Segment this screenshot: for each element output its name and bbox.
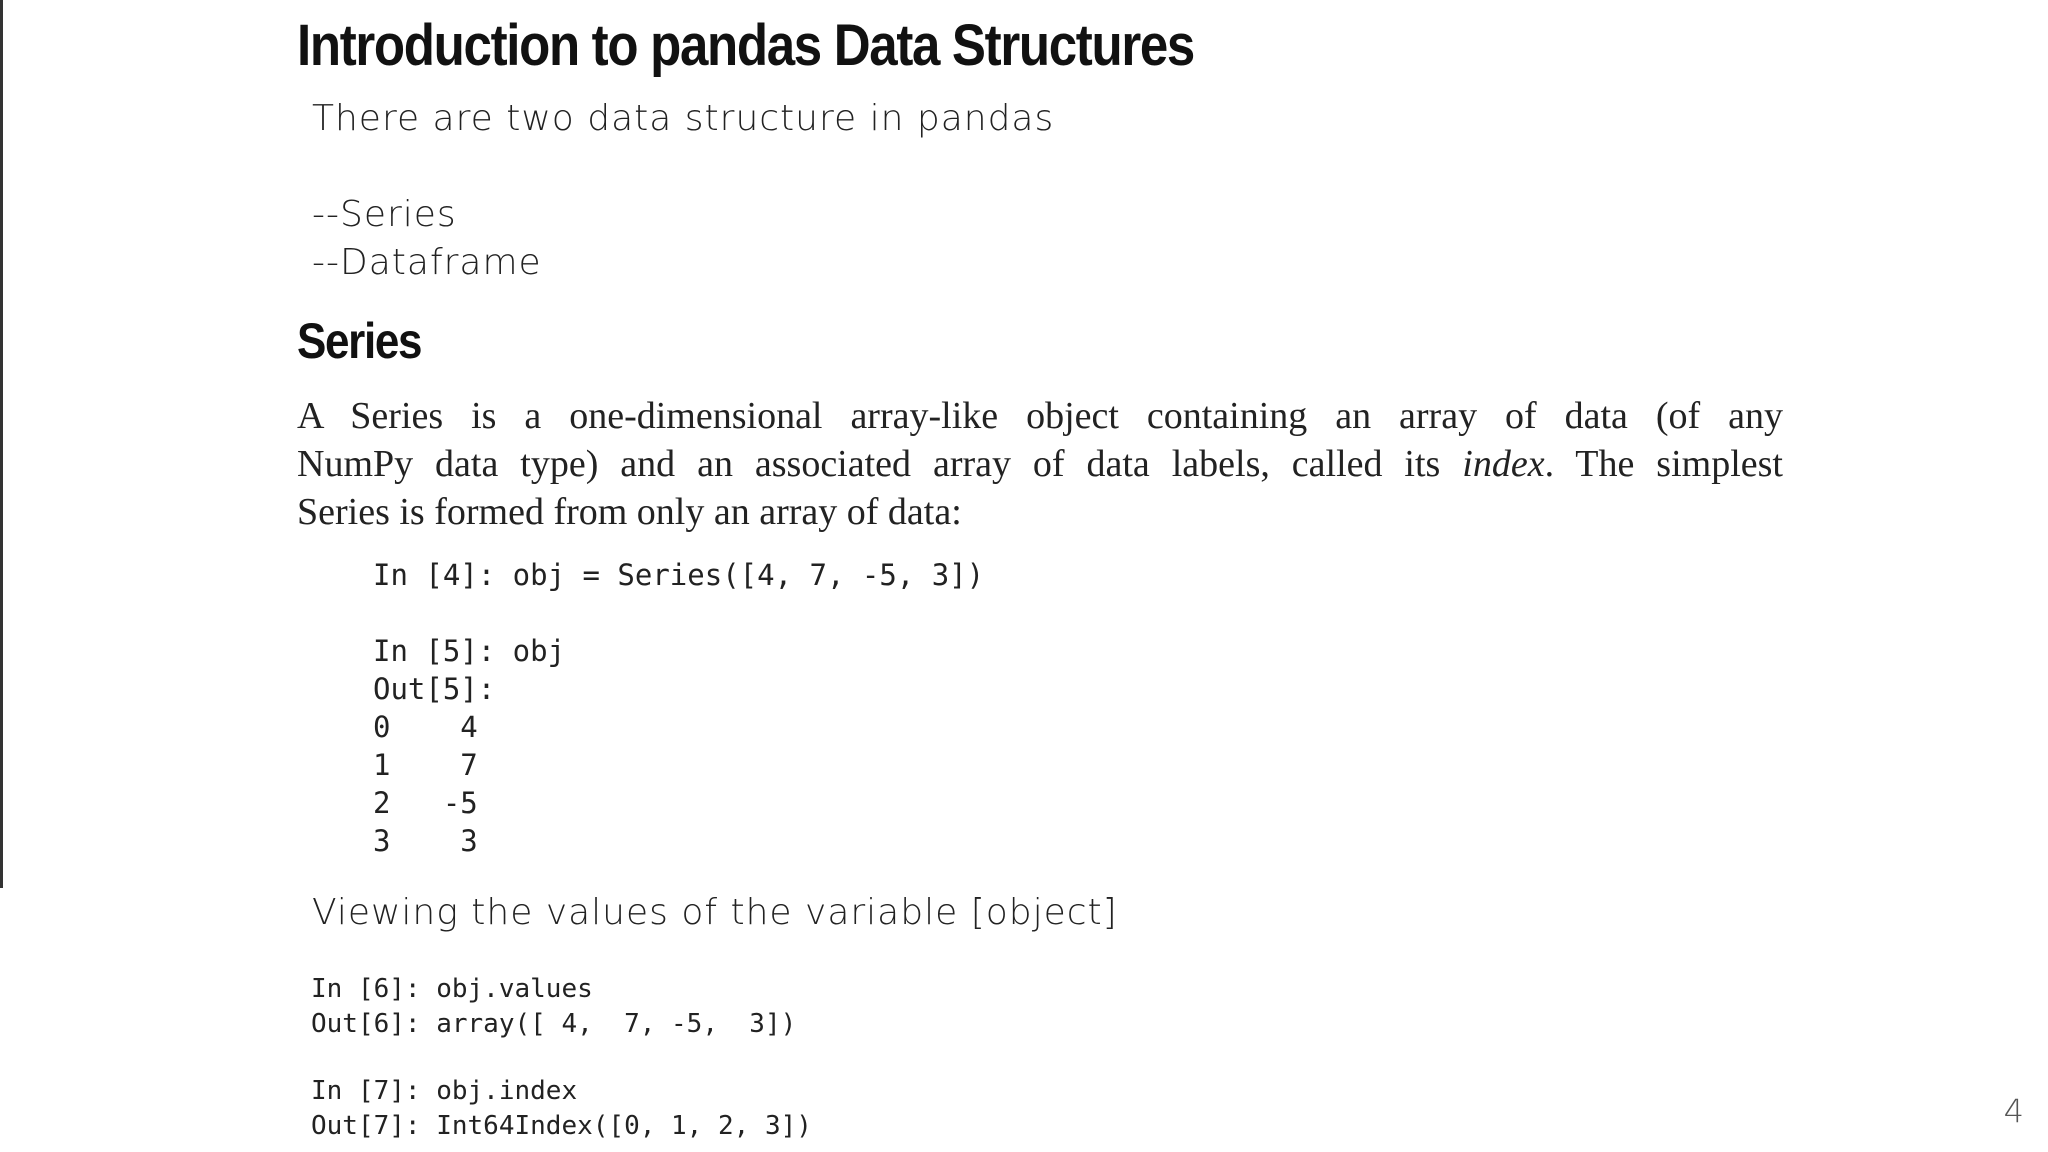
series-description [297,392,1783,536]
code-line: 2 -5 [373,786,478,820]
code-line: Out[5]: [373,672,496,706]
slide-title: Introduction to pandas Data Structures [297,13,1195,78]
code-line: In [6]: obj.values [311,974,593,1004]
bullet-dataframe: --Dataframe [312,242,542,283]
left-border-rule [0,0,3,888]
viewing-values-text: Viewing the values of the variable [object] [312,892,1118,933]
code-line: In [5]: obj [373,634,566,668]
code-line: 1 7 [373,748,478,782]
paragraph-line-1: A Series is a one-dimensional array-like object containing an array of data (of any [297,395,1783,437]
code-block-index [311,1074,812,1144]
paragraph-line-3: Series is formed from only an array of data: [297,491,962,533]
page-number: 4 [2003,1092,2024,1130]
code-block-values [311,972,796,1042]
code-line: In [7]: obj.index [311,1076,578,1106]
index-term: index [1462,443,1545,485]
code-line: 3 3 [373,824,478,858]
code-line: Out[6]: array([ 4, 7, -5, 3]) [311,1009,797,1039]
paragraph-line-2-start: NumPy data type) and an associated array of data labels, called its [297,443,1463,485]
code-line: 0 4 [373,710,478,744]
intro-text: There are two data structure in pandas [312,98,1055,139]
paragraph-line-2-end: . The simplest [1544,443,1783,485]
paragraph-line-2 [297,440,1783,488]
series-heading: Series [297,313,422,369]
bullet-series: --Series [312,194,457,235]
code-block-series-output [373,632,565,860]
code-line: Out[7]: Int64Index([0, 1, 2, 3]) [311,1111,812,1141]
code-block-create-series [373,556,984,594]
code-line: In [4]: obj = Series([4, 7, -5, 3]) [373,558,985,592]
